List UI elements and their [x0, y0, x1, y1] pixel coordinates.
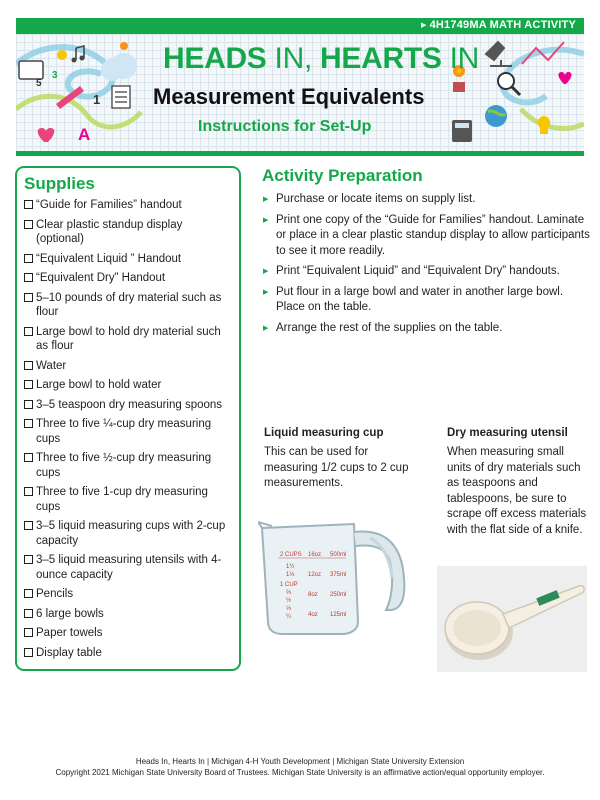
liquid-cup-title: Liquid measuring cup: [264, 427, 384, 439]
supply-item: Paper towels: [24, 626, 233, 641]
footer-line-1: Heads In, Hearts In | Michigan 4-H Youth Development | Michigan State University Extension: [135, 757, 465, 766]
activity-code: ▶ 4H1749MA MATH ACTIVITY: [421, 19, 576, 31]
spoon-handle: [503, 586, 584, 628]
yellow-dot: [57, 50, 67, 60]
program-title-in-2: IN: [441, 42, 480, 75]
cup-mark-125ml: 125ml: [330, 612, 347, 618]
tablet-icon: [19, 61, 43, 79]
cup-mark-16oz: 16oz: [308, 552, 322, 558]
program-title: [163, 42, 479, 76]
supply-item: “Equivalent Dry” Handout: [24, 271, 233, 286]
supplies-heading: Supplies: [24, 174, 95, 193]
prep-step: ▶ Arrange the rest of the supplies on the table.: [262, 321, 592, 337]
cup-mark-2-3: ⅔: [286, 590, 292, 596]
cup-mark-1-1-3: 1⅓: [286, 572, 295, 578]
activity-code-bar: [16, 18, 584, 34]
liquid-cup-section: [264, 427, 414, 492]
spoon-bowl-inner: [453, 610, 501, 646]
liquid-cup-description: This can be used for measuring 1/2 cups to 2 cup measurements.: [264, 446, 409, 489]
cup-mark-1-4: ¼: [286, 614, 292, 620]
supply-item: Three to five ¼-cup dry measuring cups: [24, 417, 233, 446]
program-title-heads: HEADS: [163, 42, 267, 75]
flower-pot-icon: [453, 82, 465, 92]
supply-item: Large bowl to hold water: [24, 378, 233, 393]
supplies-panel: [15, 166, 241, 671]
cup-mark-1-1-2: 1½: [286, 564, 295, 570]
page-subtitle: Instructions for Set-Up: [198, 118, 372, 135]
blue-swirl-right: [502, 50, 584, 103]
supply-item: “Equivalent Liquid ” Handout: [24, 252, 233, 267]
heart-icon-left: [38, 128, 55, 142]
prep-step: ▶ Print one copy of the “Guide for Families” handout. Laminate or place in a clear plastic standup display to allow participants to see it more readily.: [262, 213, 592, 260]
microscope-icon: [486, 42, 512, 66]
orange-dot: [120, 42, 128, 50]
activity-preparation: [262, 166, 592, 341]
banner-number-1: 1: [93, 92, 101, 107]
supply-item: Water: [24, 359, 233, 374]
supply-item: Three to five 1-cup dry measuring cups: [24, 485, 233, 514]
program-title-hearts: HEARTS: [320, 42, 442, 75]
supply-item: “Guide for Families” handout: [24, 198, 233, 213]
prep-step: ▶ Put flour in a large bowl and water in another large bowl. Place on the table.: [262, 285, 592, 316]
activity-heading: Activity Preparation: [262, 166, 423, 185]
header-banner: [16, 34, 584, 151]
program-title-in-1: IN,: [266, 42, 321, 75]
banner-number-3: 3: [52, 70, 58, 81]
supply-item: 3–5 liquid measuring cups with 2-cup capacity: [24, 519, 233, 548]
cup-mark-4oz: 4oz: [308, 612, 318, 618]
measuring-spoon-image: [437, 566, 587, 672]
banner-letter-a: A: [78, 125, 91, 144]
cup-mark-1-2: ½: [286, 598, 292, 604]
cup-mark-1-cup: 1 CUP: [280, 582, 298, 588]
supply-list: [24, 198, 233, 660]
supply-item: Pencils: [24, 587, 233, 602]
cup-mark-2-cups: 2 CUPS: [280, 552, 302, 558]
dry-utensil-section: [447, 427, 587, 538]
dry-utensil-description: When measuring small units of dry materials such as teaspoons and tablespoons, be sure to scrape off excess materials with the flat side of a knife.: [447, 446, 587, 536]
footer-copyright: Copyright 2021 Michigan State University Board of Trustees. Michigan State University is an affirmative action/equal opportunity employer.: [55, 768, 545, 777]
cup-mark-375ml: 375ml: [330, 572, 347, 578]
supply-item: 5–10 pounds of dry material such as flour: [24, 291, 233, 320]
dry-utensil-title: Dry measuring utensil: [447, 427, 568, 439]
prep-steps: [262, 192, 592, 336]
page-footer: [0, 756, 600, 778]
cup-mark-8oz: 8oz: [308, 592, 318, 598]
supply-item: 3–5 liquid measuring utensils with 4-ounce capacity: [24, 553, 233, 582]
cup-mark-1-3: ⅓: [286, 606, 292, 612]
cup-mark-12oz: 12oz: [308, 572, 322, 578]
prep-step: ▶ Print “Equivalent Liquid” and “Equivalent Dry” handouts.: [262, 264, 592, 280]
heart-icon-right: [558, 72, 571, 84]
cloud-icon-2: [111, 53, 137, 79]
page-title: Measurement Equivalents: [153, 84, 425, 109]
measuring-spoon-drawing: [437, 566, 587, 672]
measuring-cup-image: [258, 518, 410, 636]
cup-mark-250ml: 250ml: [330, 592, 347, 598]
supply-item: Clear plastic standup display (optional): [24, 218, 233, 247]
banner-number-5: 5: [36, 78, 42, 89]
supply-item: 6 large bowls: [24, 607, 233, 622]
supply-item: 3–5 teaspoon dry measuring spoons: [24, 398, 233, 413]
header-rule: [16, 151, 584, 156]
green-swirl-right: [521, 109, 584, 128]
lightbulb-icon: [538, 116, 550, 134]
supply-item: Three to five ½-cup dry measuring cups: [24, 451, 233, 480]
cup-mark-500ml: 500ml: [330, 552, 347, 558]
supply-item: Display table: [24, 646, 233, 661]
supply-item: Large bowl to hold dry material such as flour: [24, 325, 233, 354]
prep-step: ▶ Purchase or locate items on supply list.: [262, 192, 592, 208]
